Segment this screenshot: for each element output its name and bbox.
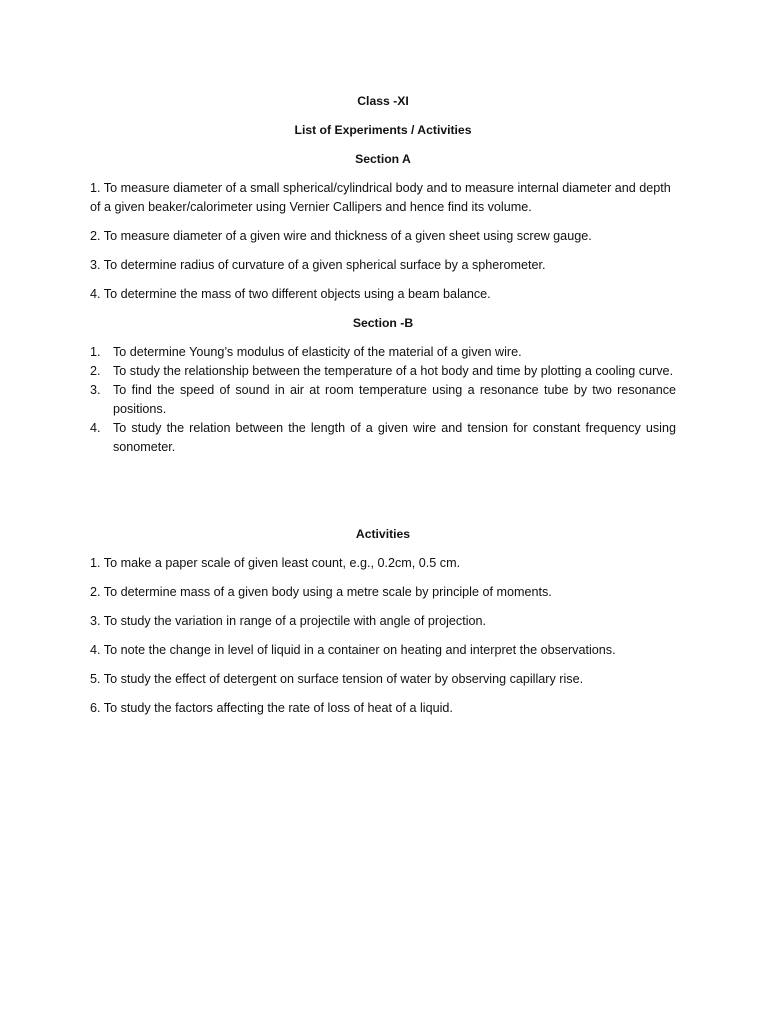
activity-item: 2. To determine mass of a given body using a metre scale by principle of moments. [90, 585, 552, 599]
section-b-item [90, 381, 676, 419]
class-title: Class -XI [357, 94, 409, 108]
section-b-item-number: 2. [90, 364, 101, 378]
section-a-item: 2. To measure diameter of a given wire and thickness of a given sheet using screw gauge. [90, 229, 592, 243]
section-b-item-number: 1. [90, 345, 101, 359]
section-b-item-text: To determine Young’s modulus of elasticity of the material of a given wire. [113, 345, 522, 359]
section-b-list [90, 343, 676, 457]
section-a-item: 1. To measure diameter of a small spherical/cylindrical body and to measure internal diameter and depth of a given beaker/calorimeter using Vernier Callipers and hence find its volume. [90, 181, 671, 214]
document-content [90, 92, 676, 728]
section-b-item-number: 4. [90, 421, 101, 435]
section-b-item-text: To find the speed of sound in air at room temperature using a resonance tube by two resonance positions. [113, 383, 676, 416]
activity-item: 6. To study the factors affecting the rate of loss of heat of a liquid. [90, 701, 453, 715]
activities-title: Activities [355, 527, 411, 541]
activity-item: 1. To make a paper scale of given least count, e.g., 0.2cm, 0.5 cm. [90, 556, 461, 570]
section-a-item: 3. To determine radius of curvature of a given spherical surface by a spherometer. [90, 258, 546, 272]
section-b-item [90, 362, 676, 381]
section-b-item-number: 3. [90, 383, 101, 397]
list-title: List of Experiments / Activities [294, 123, 472, 137]
section-a-item: 4. To determine the mass of two different objects using a beam balance. [90, 287, 491, 301]
section-a-title: Section A [355, 152, 411, 166]
section-b-item-text: To study the relation between the length of a given wire and tension for constant frequency using sonometer. [113, 421, 676, 454]
activity-item: 3. To study the variation in range of a projectile with angle of projection. [90, 614, 487, 628]
section-b-title: Section -B [352, 316, 414, 330]
section-b-item [90, 343, 676, 362]
activity-item: 5. To study the effect of detergent on surface tension of water by observing capillary rise. [90, 672, 584, 686]
section-b-item-text: To study the relationship between the temperature of a hot body and time by plotting a cooling curve. [113, 364, 674, 378]
activity-item: 4. To note the change in level of liquid in a container on heating and interpret the observations. [90, 643, 616, 657]
section-b-item [90, 419, 676, 457]
blank-space [90, 467, 676, 525]
